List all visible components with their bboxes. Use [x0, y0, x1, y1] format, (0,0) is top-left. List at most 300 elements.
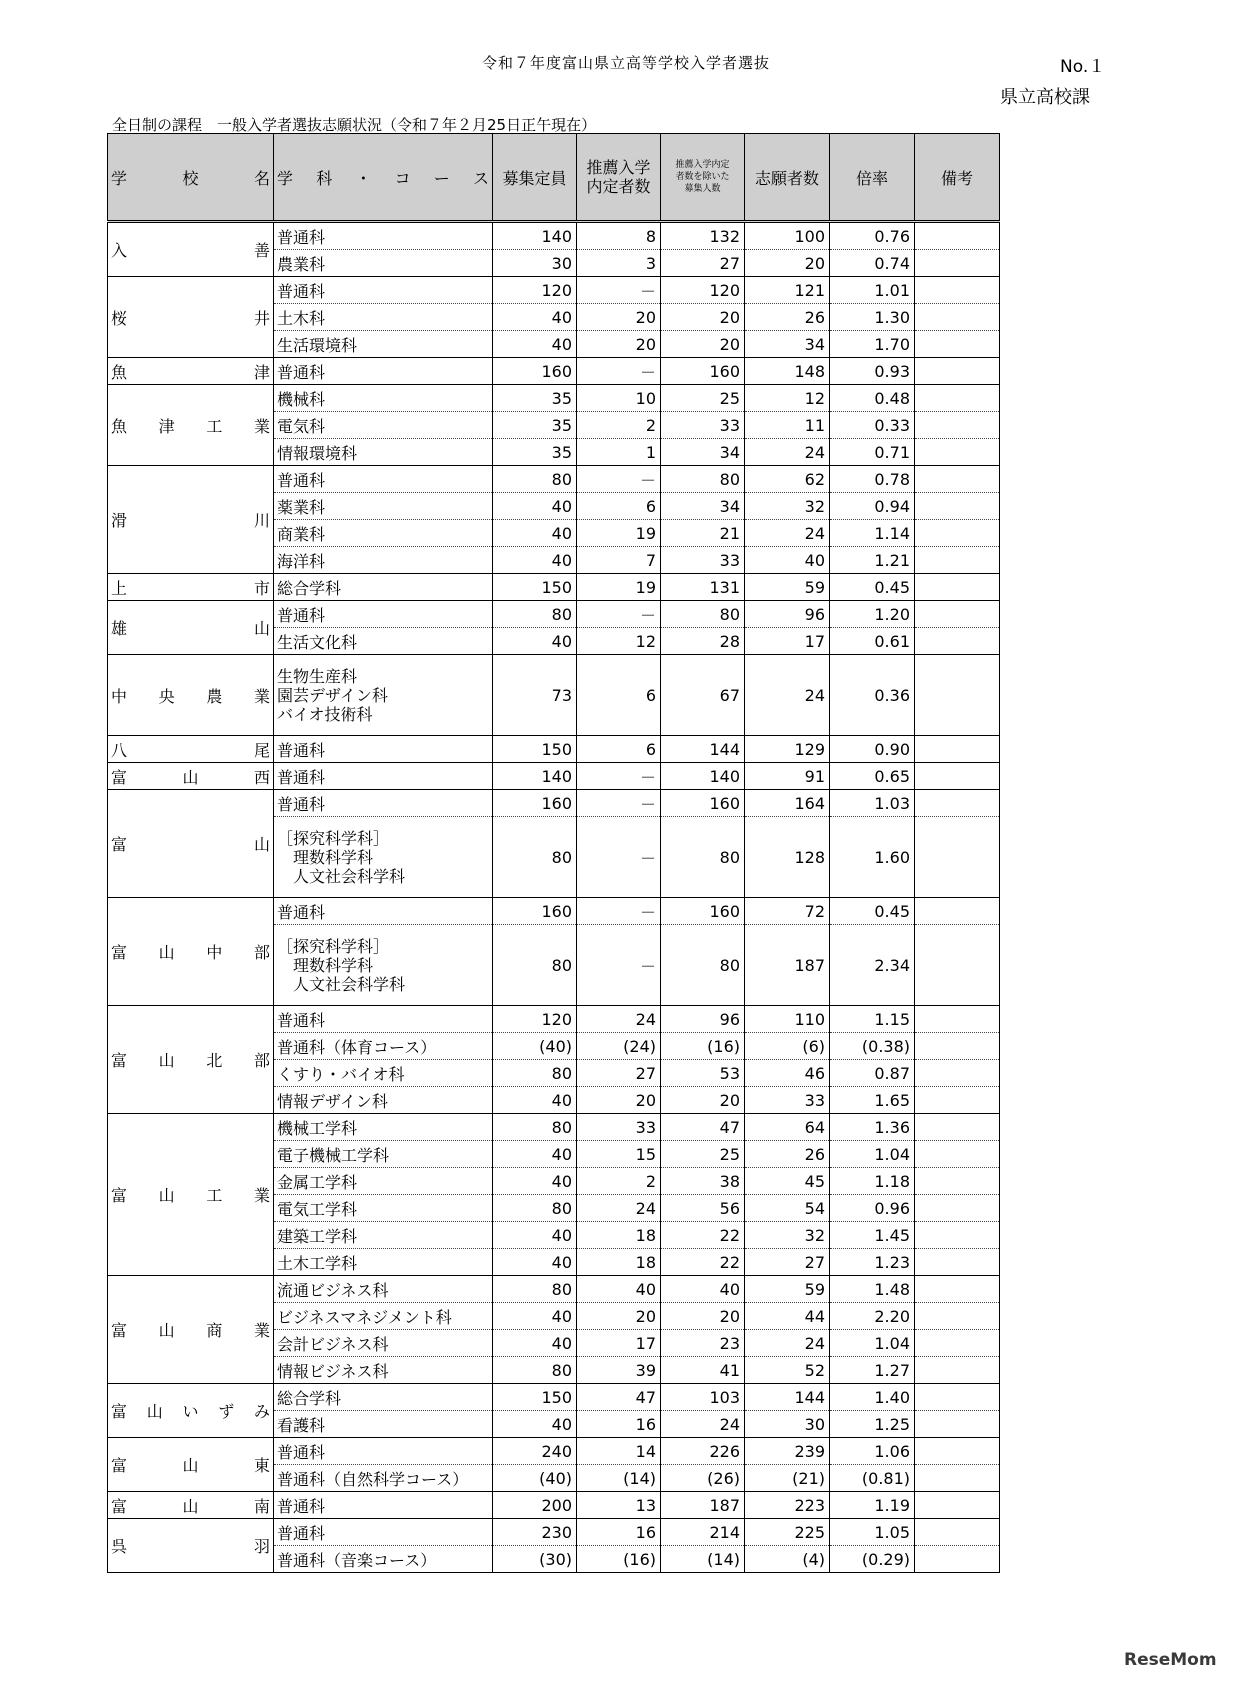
applicants-cell: 128 — [745, 817, 830, 898]
ratio-cell: 0.76 — [830, 222, 915, 250]
page-number: No.１ — [1060, 57, 1106, 77]
notes-cell — [915, 574, 1000, 601]
applicants-cell: (4) — [745, 1546, 830, 1573]
recommended-cell: － — [577, 763, 661, 790]
remaining-cell: 56 — [661, 1195, 745, 1222]
course-cell: 土木科 — [274, 304, 493, 331]
applicants-cell: 148 — [745, 358, 830, 385]
remaining-cell: 38 — [661, 1168, 745, 1195]
remaining-cell: 144 — [661, 736, 745, 763]
ratio-cell: 1.30 — [830, 304, 915, 331]
applicants-cell: 91 — [745, 763, 830, 790]
recommended-cell: 1 — [577, 439, 661, 466]
notes-cell — [915, 1303, 1000, 1330]
capacity-cell: 40 — [493, 1222, 577, 1249]
ratio-cell: 0.45 — [830, 574, 915, 601]
remaining-cell: 33 — [661, 547, 745, 574]
notes-cell — [915, 1492, 1000, 1519]
remaining-cell: 22 — [661, 1222, 745, 1249]
recommended-cell: 39 — [577, 1357, 661, 1384]
table-row — [108, 1384, 1000, 1411]
course-cell: 土木工学科 — [274, 1249, 493, 1276]
remaining-cell: (16) — [661, 1033, 745, 1060]
applicants-cell: 164 — [745, 790, 830, 817]
remaining-cell: 20 — [661, 1087, 745, 1114]
applicants-cell: 59 — [745, 1276, 830, 1303]
capacity-cell: 240 — [493, 1438, 577, 1465]
ratio-cell: 1.65 — [830, 1087, 915, 1114]
applicants-cell: 11 — [745, 412, 830, 439]
course-cell: 情報環境科 — [274, 439, 493, 466]
ratio-cell: 1.25 — [830, 1411, 915, 1438]
applicants-cell: 24 — [745, 655, 830, 736]
notes-cell — [915, 1411, 1000, 1438]
capacity-cell: 40 — [493, 1168, 577, 1195]
notes-cell — [915, 790, 1000, 817]
notes-cell — [915, 898, 1000, 925]
applicants-cell: 24 — [745, 1330, 830, 1357]
school-name: 富 山 工 業 — [111, 1186, 270, 1205]
remaining-cell: 24 — [661, 1411, 745, 1438]
course-cell: 普通科 — [274, 736, 493, 763]
course-cell: 普通科（自然科学コース） — [274, 1465, 493, 1492]
remaining-cell: 132 — [661, 222, 745, 250]
applicants-cell: 187 — [745, 925, 830, 1006]
remaining-cell: 20 — [661, 331, 745, 358]
remaining-cell: 20 — [661, 1303, 745, 1330]
school-name: 富 山 西 — [111, 767, 270, 787]
table-row — [108, 466, 1000, 493]
capacity-cell: 40 — [493, 628, 577, 655]
remaining-cell: 80 — [661, 817, 745, 898]
recommended-cell: － — [577, 466, 661, 493]
recommended-cell: 47 — [577, 1384, 661, 1411]
recommended-cell: 33 — [577, 1114, 661, 1141]
recommended-cell: 8 — [577, 222, 661, 250]
header-ratio: 倍率 — [830, 134, 915, 222]
ratio-cell: 1.05 — [830, 1519, 915, 1546]
school-name: 魚 津 工 業 — [111, 416, 270, 436]
table-body — [108, 222, 1000, 1573]
notes-cell — [915, 763, 1000, 790]
course-cell: 情報デザイン科 — [274, 1087, 493, 1114]
notes-cell — [915, 1276, 1000, 1303]
course-cell: 普通科 — [274, 1438, 493, 1465]
applicants-cell: 26 — [745, 1141, 830, 1168]
course-cell: 金属工学科 — [274, 1168, 493, 1195]
header-capacity: 募集定員 — [493, 134, 577, 222]
course-cell: 普通科 — [274, 790, 493, 817]
applicants-cell: 17 — [745, 628, 830, 655]
remaining-cell: 187 — [661, 1492, 745, 1519]
remaining-cell: 120 — [661, 277, 745, 304]
course-cell: ［探究科学科］ 理数科学科 人文社会科学科 — [274, 925, 493, 1006]
course-cell: 総合学科 — [274, 574, 493, 601]
ratio-cell: 0.36 — [830, 655, 915, 736]
remaining-cell: 96 — [661, 1006, 745, 1033]
notes-cell — [915, 1249, 1000, 1276]
school-name-cell — [108, 601, 274, 655]
course-cell: 生物生産科 園芸デザイン科 バイオ技術科 — [274, 655, 493, 736]
capacity-cell: 35 — [493, 385, 577, 412]
notes-cell — [915, 736, 1000, 763]
ratio-cell: (0.38) — [830, 1033, 915, 1060]
recommended-cell: 6 — [577, 736, 661, 763]
recommended-cell: 18 — [577, 1249, 661, 1276]
recommended-cell: 2 — [577, 1168, 661, 1195]
notes-cell — [915, 1330, 1000, 1357]
course-cell: 普通科（体育コース） — [274, 1033, 493, 1060]
ratio-cell: 0.45 — [830, 898, 915, 925]
ratio-cell: (0.81) — [830, 1465, 915, 1492]
capacity-cell: 80 — [493, 1357, 577, 1384]
header-remaining: 推薦入学内定 者数を除いた 募集人数 — [661, 134, 745, 222]
school-name-cell — [108, 655, 274, 736]
ratio-cell: 1.06 — [830, 1438, 915, 1465]
capacity-cell: 30 — [493, 250, 577, 277]
notes-cell — [915, 304, 1000, 331]
remaining-cell: 214 — [661, 1519, 745, 1546]
school-name-cell — [108, 574, 274, 601]
course-cell: 機械科 — [274, 385, 493, 412]
remaining-cell: 160 — [661, 358, 745, 385]
capacity-cell: 40 — [493, 520, 577, 547]
application-status-table — [107, 133, 1000, 1573]
course-cell: 電気科 — [274, 412, 493, 439]
capacity-cell: 40 — [493, 547, 577, 574]
school-name: 魚 津 — [111, 362, 270, 382]
table-row — [108, 655, 1000, 736]
capacity-cell: (40) — [493, 1465, 577, 1492]
recommended-cell: － — [577, 790, 661, 817]
notes-cell — [915, 1168, 1000, 1195]
applicants-cell: 59 — [745, 574, 830, 601]
notes-cell — [915, 222, 1000, 250]
recommended-cell: 20 — [577, 304, 661, 331]
school-name-cell — [108, 277, 274, 358]
course-cell: 普通科 — [274, 222, 493, 250]
recommended-cell: 19 — [577, 520, 661, 547]
remaining-cell: 160 — [661, 790, 745, 817]
school-name: 富 山 — [111, 835, 270, 854]
applicants-cell: 144 — [745, 1384, 830, 1411]
capacity-cell: 40 — [493, 1330, 577, 1357]
header-notes: 備考 — [915, 134, 1000, 222]
table-row — [108, 358, 1000, 385]
recommended-cell: － — [577, 898, 661, 925]
applicants-cell: 110 — [745, 1006, 830, 1033]
capacity-cell: 120 — [493, 1006, 577, 1033]
applicants-cell: (6) — [745, 1033, 830, 1060]
ratio-cell: 0.96 — [830, 1195, 915, 1222]
recommended-cell: 18 — [577, 1222, 661, 1249]
capacity-cell: 35 — [493, 412, 577, 439]
recommended-cell: 24 — [577, 1006, 661, 1033]
notes-cell — [915, 358, 1000, 385]
course-cell: 普通科 — [274, 1006, 493, 1033]
course-cell: 普通科 — [274, 358, 493, 385]
applicants-cell: 32 — [745, 1222, 830, 1249]
table-row — [108, 1438, 1000, 1465]
course-cell: 生活環境科 — [274, 331, 493, 358]
applicants-cell: 121 — [745, 277, 830, 304]
applicants-cell: 225 — [745, 1519, 830, 1546]
course-cell: 電気工学科 — [274, 1195, 493, 1222]
notes-cell — [915, 547, 1000, 574]
school-name-cell — [108, 1114, 274, 1276]
school-name: 雄 山 — [111, 619, 270, 638]
ratio-cell: 0.94 — [830, 493, 915, 520]
applicants-cell: 40 — [745, 547, 830, 574]
capacity-cell: 160 — [493, 790, 577, 817]
applicants-cell: 20 — [745, 250, 830, 277]
ratio-cell: 0.61 — [830, 628, 915, 655]
applicants-cell: 12 — [745, 385, 830, 412]
notes-cell — [915, 1438, 1000, 1465]
header-applicants: 志願者数 — [745, 134, 830, 222]
capacity-cell: 80 — [493, 1060, 577, 1087]
remaining-cell: 25 — [661, 1141, 745, 1168]
recommended-cell: 15 — [577, 1141, 661, 1168]
notes-cell — [915, 601, 1000, 628]
notes-cell — [915, 925, 1000, 1006]
course-cell: 普通科 — [274, 601, 493, 628]
capacity-cell: 40 — [493, 331, 577, 358]
applicants-cell: 26 — [745, 304, 830, 331]
course-cell: 普通科 — [274, 1519, 493, 1546]
ratio-cell: 1.03 — [830, 790, 915, 817]
applicants-cell: 72 — [745, 898, 830, 925]
table-row — [108, 222, 1000, 250]
school-name: 富 山 南 — [111, 1496, 270, 1516]
recommended-cell: (14) — [577, 1465, 661, 1492]
capacity-cell: 73 — [493, 655, 577, 736]
recommended-cell: 10 — [577, 385, 661, 412]
ratio-cell: 0.87 — [830, 1060, 915, 1087]
school-name-cell — [108, 1384, 274, 1438]
school-name: 富 山 中 部 — [111, 943, 270, 962]
applicants-cell: 129 — [745, 736, 830, 763]
notes-cell — [915, 1114, 1000, 1141]
applicants-cell: 32 — [745, 493, 830, 520]
school-name: 富 山 北 部 — [111, 1051, 270, 1070]
header-school: 学 校 名 — [108, 134, 274, 222]
ratio-cell: 1.15 — [830, 1006, 915, 1033]
course-cell: 建築工学科 — [274, 1222, 493, 1249]
ratio-cell: 0.90 — [830, 736, 915, 763]
course-cell: ビジネスマネジメント科 — [274, 1303, 493, 1330]
notes-cell — [915, 1519, 1000, 1546]
notes-cell — [915, 1087, 1000, 1114]
notes-cell — [915, 331, 1000, 358]
school-name-cell — [108, 736, 274, 763]
capacity-cell: 40 — [493, 1087, 577, 1114]
notes-cell — [915, 1222, 1000, 1249]
remaining-cell: 41 — [661, 1357, 745, 1384]
school-name-cell — [108, 1519, 274, 1573]
recommended-cell: 40 — [577, 1276, 661, 1303]
ratio-cell: 0.93 — [830, 358, 915, 385]
notes-cell — [915, 1357, 1000, 1384]
table-subtitle: 全日制の課程 一般入学者選抜志願状況（令和７年２月25日正午現在） — [112, 116, 597, 134]
ratio-cell: 1.01 — [830, 277, 915, 304]
applicants-cell: 27 — [745, 1249, 830, 1276]
table-row — [108, 385, 1000, 412]
course-cell: 商業科 — [274, 520, 493, 547]
notes-cell — [915, 466, 1000, 493]
recommended-cell: 20 — [577, 1087, 661, 1114]
remaining-cell: 80 — [661, 466, 745, 493]
document-title: 令和７年度富山県立高等学校入学者選抜 — [481, 54, 770, 72]
applicants-cell: 30 — [745, 1411, 830, 1438]
capacity-cell: 80 — [493, 1276, 577, 1303]
table-row — [108, 1492, 1000, 1519]
remaining-cell: 80 — [661, 601, 745, 628]
table-row — [108, 574, 1000, 601]
capacity-cell: 40 — [493, 1141, 577, 1168]
applicants-cell: 24 — [745, 439, 830, 466]
remaining-cell: 34 — [661, 439, 745, 466]
header-course: 学 科 ・ コ ー ス — [274, 134, 493, 222]
remaining-cell: 160 — [661, 898, 745, 925]
remaining-cell: 20 — [661, 304, 745, 331]
ratio-cell: 1.70 — [830, 331, 915, 358]
course-cell: 薬業科 — [274, 493, 493, 520]
remaining-cell: 25 — [661, 385, 745, 412]
ratio-cell: 1.04 — [830, 1141, 915, 1168]
ratio-cell: 1.36 — [830, 1114, 915, 1141]
school-name: 入 善 — [111, 241, 270, 260]
ratio-cell: (0.29) — [830, 1546, 915, 1573]
applicants-cell: (21) — [745, 1465, 830, 1492]
notes-cell — [915, 628, 1000, 655]
applicants-cell: 46 — [745, 1060, 830, 1087]
recommended-cell: 3 — [577, 250, 661, 277]
recommended-cell: 14 — [577, 1438, 661, 1465]
capacity-cell: 80 — [493, 925, 577, 1006]
capacity-cell: 150 — [493, 574, 577, 601]
applicants-cell: 239 — [745, 1438, 830, 1465]
ratio-cell: 1.18 — [830, 1168, 915, 1195]
ratio-cell: 0.65 — [830, 763, 915, 790]
course-cell: 電子機械工学科 — [274, 1141, 493, 1168]
school-name-cell — [108, 1438, 274, 1492]
remaining-cell: 131 — [661, 574, 745, 601]
remaining-cell: 23 — [661, 1330, 745, 1357]
ratio-cell: 1.48 — [830, 1276, 915, 1303]
capacity-cell: 40 — [493, 1303, 577, 1330]
remaining-cell: 226 — [661, 1438, 745, 1465]
course-cell: 総合学科 — [274, 1384, 493, 1411]
ratio-cell: 1.04 — [830, 1330, 915, 1357]
ratio-cell: 0.78 — [830, 466, 915, 493]
ratio-cell: 1.27 — [830, 1357, 915, 1384]
remaining-cell: (14) — [661, 1546, 745, 1573]
ratio-cell: 0.33 — [830, 412, 915, 439]
recommended-cell: (16) — [577, 1546, 661, 1573]
notes-cell — [915, 1006, 1000, 1033]
notes-cell — [915, 493, 1000, 520]
applicants-cell: 62 — [745, 466, 830, 493]
capacity-cell: 160 — [493, 358, 577, 385]
ratio-cell: 0.74 — [830, 250, 915, 277]
remaining-cell: 21 — [661, 520, 745, 547]
recommended-cell: 17 — [577, 1330, 661, 1357]
recommended-cell: (24) — [577, 1033, 661, 1060]
remaining-cell: 67 — [661, 655, 745, 736]
applicants-cell: 34 — [745, 331, 830, 358]
notes-cell — [915, 1195, 1000, 1222]
ratio-cell: 0.48 — [830, 385, 915, 412]
table-row — [108, 736, 1000, 763]
recommended-cell: － — [577, 277, 661, 304]
course-cell: 普通科 — [274, 466, 493, 493]
school-name: 桜 井 — [111, 308, 270, 328]
course-cell: 普通科 — [274, 763, 493, 790]
ratio-cell: 1.21 — [830, 547, 915, 574]
school-name: 富 山 商 業 — [111, 1321, 270, 1340]
remaining-cell: 33 — [661, 412, 745, 439]
recommended-cell: 7 — [577, 547, 661, 574]
school-name-cell — [108, 358, 274, 385]
capacity-cell: 80 — [493, 466, 577, 493]
table-row — [108, 601, 1000, 628]
capacity-cell: 80 — [493, 601, 577, 628]
ratio-cell: 1.23 — [830, 1249, 915, 1276]
header-recommended: 推薦入学 内定者数 — [577, 134, 661, 222]
school-name-cell — [108, 466, 274, 574]
notes-cell — [915, 520, 1000, 547]
school-name-cell — [108, 763, 274, 790]
applicants-cell: 44 — [745, 1303, 830, 1330]
ratio-cell: 1.14 — [830, 520, 915, 547]
notes-cell — [915, 439, 1000, 466]
table-row — [108, 790, 1000, 817]
recommended-cell: 2 — [577, 412, 661, 439]
school-name: 上 市 — [111, 578, 270, 598]
recommended-cell: － — [577, 358, 661, 385]
recommended-cell: － — [577, 925, 661, 1006]
course-cell: 普通科 — [274, 898, 493, 925]
resemom-logo: ReseMom — [1124, 1650, 1217, 1670]
remaining-cell: (26) — [661, 1465, 745, 1492]
capacity-cell: (40) — [493, 1033, 577, 1060]
course-cell: 海洋科 — [274, 547, 493, 574]
capacity-cell: 40 — [493, 304, 577, 331]
applicants-cell: 24 — [745, 520, 830, 547]
recommended-cell: 24 — [577, 1195, 661, 1222]
ratio-cell: 1.45 — [830, 1222, 915, 1249]
course-cell: 機械工学科 — [274, 1114, 493, 1141]
school-name: 富 山 い ず み — [111, 1402, 270, 1421]
capacity-cell: 140 — [493, 222, 577, 250]
recommended-cell: 20 — [577, 1303, 661, 1330]
capacity-cell: 80 — [493, 1114, 577, 1141]
capacity-cell: 160 — [493, 898, 577, 925]
table-row — [108, 1114, 1000, 1141]
notes-cell — [915, 1465, 1000, 1492]
department-label: 県立高校課 — [1000, 87, 1090, 108]
school-name-cell — [108, 222, 274, 277]
course-cell: 看護科 — [274, 1411, 493, 1438]
notes-cell — [915, 817, 1000, 898]
ratio-cell: 2.20 — [830, 1303, 915, 1330]
remaining-cell: 34 — [661, 493, 745, 520]
school-name-cell — [108, 1006, 274, 1114]
table-header-row — [108, 134, 1000, 222]
capacity-cell: 150 — [493, 736, 577, 763]
ratio-cell: 2.34 — [830, 925, 915, 1006]
